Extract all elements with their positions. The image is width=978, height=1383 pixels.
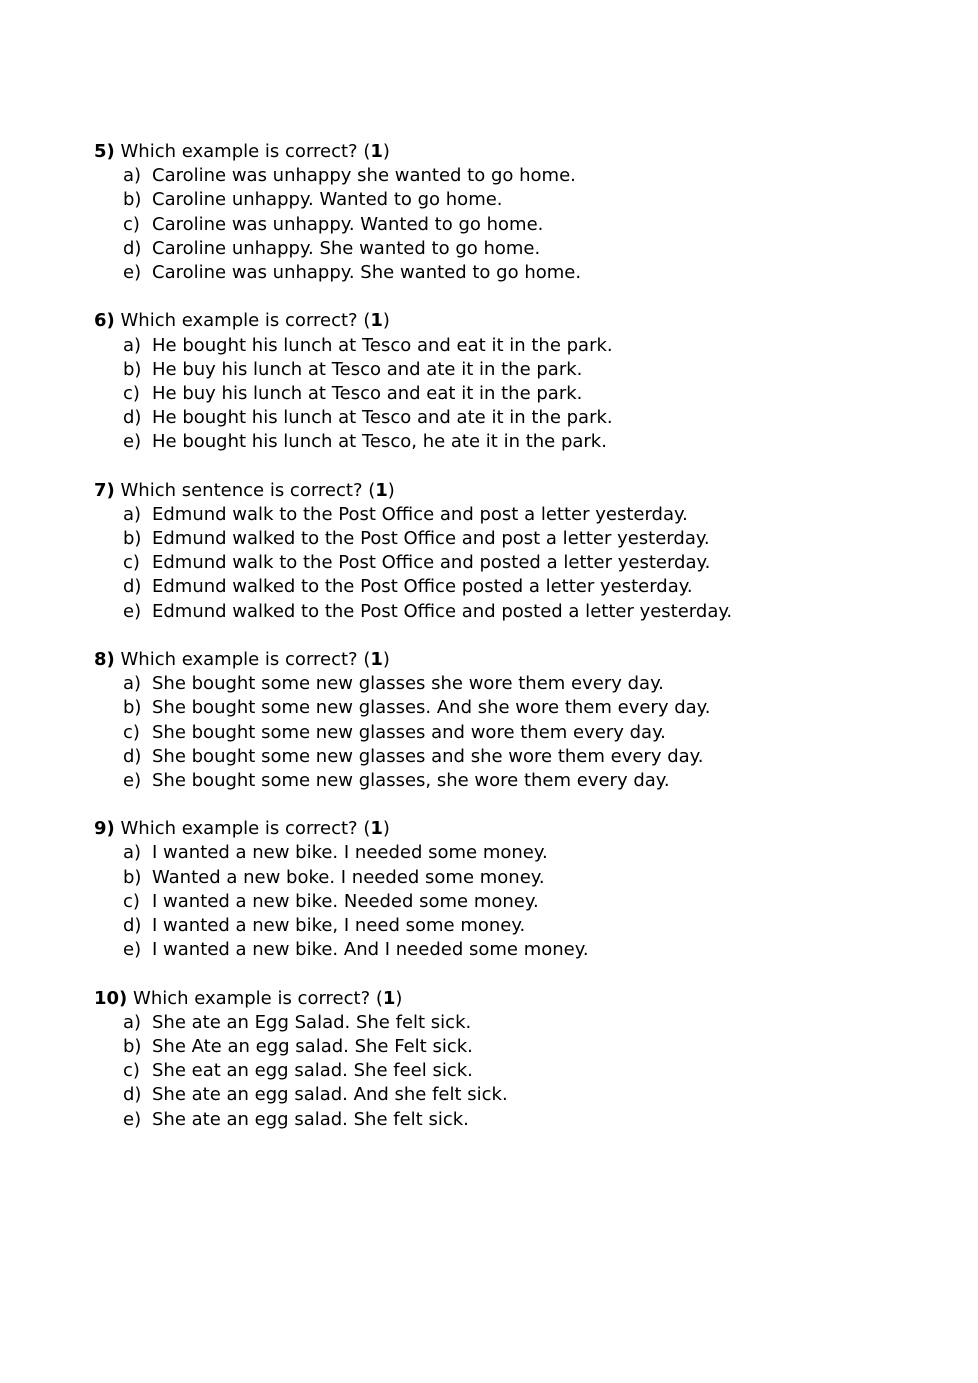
question-prompt: 6) Which example is correct? (1)	[94, 310, 390, 332]
answer-option-c[interactable]	[94, 890, 934, 914]
option-letter: c)	[123, 552, 140, 574]
answer-option-a[interactable]	[94, 334, 934, 358]
question-list	[94, 140, 934, 1156]
option-text: Edmund walked to the Post Office and post a letter yesterday.	[152, 528, 710, 549]
option-text: He bought his lunch at Tesco and eat it in the park.	[152, 334, 613, 356]
option-text: She ate an egg salad. And she felt sick.	[152, 1084, 508, 1106]
answer-option-a[interactable]	[94, 1011, 934, 1035]
question-marks: 1	[370, 818, 383, 840]
answer-option-e[interactable]	[94, 769, 934, 793]
answer-option-a[interactable]	[94, 841, 934, 865]
option-letter: b)	[123, 528, 142, 549]
option-letter: a)	[123, 503, 142, 525]
answer-option-d[interactable]	[94, 914, 934, 938]
option-text: She bought some new glasses and she wore them every day.	[152, 745, 704, 767]
answer-option-e[interactable]	[94, 261, 934, 285]
option-text: Edmund walked to the Post Office posted a letter yesterday.	[152, 576, 693, 598]
option-text: She eat an egg salad. She feel sick.	[152, 1060, 473, 1082]
option-letter: d)	[123, 1084, 142, 1106]
option-text: He bought his lunch at Tesco, he ate it in the park.	[152, 431, 607, 453]
option-letter: c)	[123, 213, 140, 235]
option-text: She bought some new glasses and wore them every day.	[152, 721, 666, 743]
option-text: Caroline unhappy. Wanted to go home.	[152, 189, 503, 211]
option-letter: a)	[123, 1011, 142, 1033]
option-letter: d)	[123, 407, 142, 429]
question-number: 6)	[94, 310, 115, 332]
option-letter: b)	[123, 697, 142, 719]
answer-option-b[interactable]	[94, 188, 934, 212]
question-8	[94, 648, 934, 793]
option-letter: a)	[123, 842, 142, 864]
answer-option-a[interactable]	[94, 164, 934, 188]
question-number: 9)	[94, 818, 115, 840]
question-number: 7)	[94, 479, 115, 501]
question-text: Which example is correct?	[120, 141, 358, 162]
option-letter: d)	[123, 237, 142, 259]
question-9	[94, 817, 934, 962]
option-text: Edmund walked to the Post Office and posted a letter yesterday.	[152, 600, 733, 622]
question-marks: 1	[370, 141, 383, 162]
option-letter: a)	[123, 334, 142, 356]
answer-option-c[interactable]	[94, 721, 934, 745]
answer-option-c[interactable]	[94, 551, 934, 575]
option-letter: d)	[123, 576, 142, 598]
option-text: She bought some new glasses. And she wore them every day.	[152, 697, 711, 719]
answer-options	[94, 672, 934, 793]
question-prompt: 9) Which example is correct? (1)	[94, 818, 390, 840]
answer-option-e[interactable]	[94, 600, 934, 624]
question-prompt: 10) Which example is correct? (1)	[94, 987, 403, 1009]
option-text: She bought some new glasses, she wore them every day.	[152, 769, 670, 791]
answer-options	[94, 503, 934, 624]
question-text: Which example is correct?	[120, 310, 358, 332]
question-7	[94, 479, 934, 624]
answer-option-b[interactable]	[94, 866, 934, 890]
option-text: Caroline was unhappy. Wanted to go home.	[152, 213, 544, 235]
answer-option-b[interactable]	[94, 358, 934, 382]
answer-option-b[interactable]	[94, 1035, 934, 1059]
option-letter: e)	[123, 1108, 142, 1130]
option-letter: a)	[123, 165, 142, 187]
answer-option-a[interactable]	[94, 503, 934, 527]
option-letter: e)	[123, 431, 142, 453]
question-6	[94, 309, 934, 454]
option-text: I wanted a new bike. And I needed some money.	[152, 939, 589, 961]
option-text: She ate an Egg Salad. She felt sick.	[152, 1011, 472, 1033]
option-letter: d)	[123, 915, 142, 936]
question-prompt: 7) Which sentence is correct? (1)	[94, 479, 395, 501]
option-letter: b)	[123, 866, 142, 888]
option-text: I wanted a new bike. Needed some money.	[152, 890, 539, 912]
question-marks: 1	[375, 479, 388, 501]
option-letter: b)	[123, 1035, 142, 1057]
answer-option-c[interactable]	[94, 1059, 934, 1083]
question-number: 5)	[94, 141, 115, 162]
option-letter: a)	[123, 673, 142, 695]
question-number: 8)	[94, 648, 115, 670]
question-5	[94, 140, 934, 285]
option-letter: e)	[123, 600, 142, 622]
option-text: He bought his lunch at Tesco and ate it in the park.	[152, 407, 613, 429]
question-marks: 1	[370, 310, 383, 332]
question-prompt: 8) Which example is correct? (1)	[94, 648, 390, 670]
option-letter: e)	[123, 769, 142, 791]
option-text: She bought some new glasses she wore them every day.	[152, 673, 664, 695]
option-text: Caroline unhappy. She wanted to go home.	[152, 237, 541, 259]
answer-options	[94, 334, 934, 455]
option-text: Wanted a new boke. I needed some money.	[152, 866, 545, 888]
option-text: Caroline was unhappy. She wanted to go home.	[152, 261, 582, 283]
option-letter: d)	[123, 745, 142, 767]
option-letter: e)	[123, 939, 142, 961]
answer-options	[94, 1011, 934, 1132]
option-text: Caroline was unhappy she wanted to go home.	[152, 165, 576, 187]
question-text: Which example is correct?	[120, 818, 358, 840]
option-text: I wanted a new bike, I need some money.	[152, 915, 526, 936]
option-text: She ate an egg salad. She felt sick.	[152, 1108, 469, 1130]
answer-option-e[interactable]	[94, 938, 934, 962]
option-letter: c)	[123, 890, 140, 912]
option-letter: c)	[123, 1060, 140, 1082]
option-letter: c)	[123, 382, 140, 404]
option-text: He buy his lunch at Tesco and ate it in the park.	[152, 358, 583, 380]
question-text: Which example is correct?	[133, 987, 371, 1009]
question-text: Which example is correct?	[120, 648, 358, 670]
question-prompt: 5) Which example is correct? (1)	[94, 141, 390, 162]
option-letter: e)	[123, 261, 142, 283]
answer-option-d[interactable]	[94, 575, 934, 599]
answer-option-a[interactable]	[94, 672, 934, 696]
option-letter: b)	[123, 358, 142, 380]
question-number: 10)	[94, 987, 128, 1009]
answer-option-b[interactable]	[94, 527, 934, 551]
option-letter: b)	[123, 189, 142, 211]
answer-options	[94, 164, 934, 285]
option-text: Edmund walk to the Post Office and post a letter yesterday.	[152, 503, 688, 525]
answer-option-d[interactable]	[94, 406, 934, 430]
answer-option-c[interactable]	[94, 213, 934, 237]
question-10	[94, 987, 934, 1132]
answer-option-d[interactable]	[94, 745, 934, 769]
option-text: She Ate an egg salad. She Felt sick.	[152, 1035, 473, 1057]
question-marks: 1	[382, 987, 396, 1009]
answer-option-d[interactable]	[94, 237, 934, 261]
question-text: Which sentence is correct?	[120, 479, 363, 501]
answer-option-b[interactable]	[94, 696, 934, 720]
answer-option-d[interactable]	[94, 1083, 934, 1107]
answer-option-c[interactable]	[94, 382, 934, 406]
answer-options	[94, 841, 934, 962]
option-text: I wanted a new bike. I needed some money.	[152, 842, 548, 864]
answer-option-e[interactable]	[94, 430, 934, 454]
answer-option-e[interactable]	[94, 1108, 934, 1132]
option-text: He buy his lunch at Tesco and eat it in the park.	[152, 382, 583, 404]
question-marks: 1	[370, 648, 383, 670]
option-text: Edmund walk to the Post Office and posted a letter yesterday.	[152, 552, 711, 574]
option-letter: c)	[123, 721, 140, 743]
